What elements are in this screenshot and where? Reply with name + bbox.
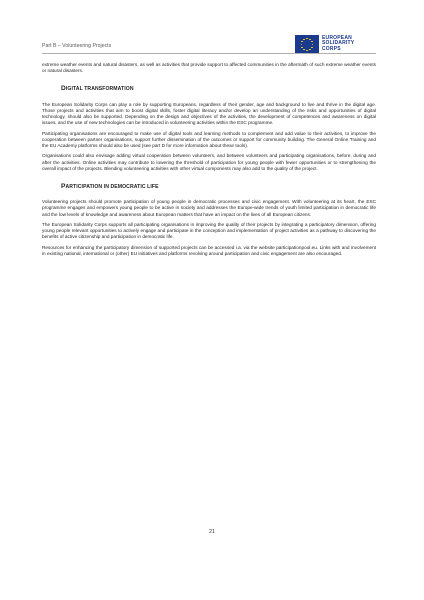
intro-paragraph: extreme weather events and natural disasters, as well as activities that provide support to affected communities in the aftermath of such extreme weather events or natural disasters. xyxy=(42,62,376,74)
democratic-paragraph-3: Resources for enhancing the participatory dimension of supported projects can be accessed i.a. via the website participationpool.eu. Links with and involvement in existing national, international or (other) EU initiatives and platforms revolving around participation and civic engagement are also encouraged. xyxy=(42,244,376,257)
heading-rest: IGITAL TRANSFORMATION xyxy=(65,86,134,93)
heading-initial: P xyxy=(61,183,66,191)
logo-text xyxy=(322,36,354,53)
digital-paragraph-3: Organisations could also envisage adding virtual cooperation between volunteers, and between volunteers and participating organisations, before, during and after the activities. Online activities may contribute to lowering the threshold of participation for young people with fewer opportunities or to strengthening the overall impact of the projects. Blending volunteering activities with other virtual components may also add to the quality of the project. xyxy=(42,153,376,171)
digital-paragraph-1: The European Solidarity Corps can play a role by supporting Europeans, regardless of their gender, age and background to live and thrive in the digital age. Those projects and activities that aim to boost digital skills, foster digital literacy and/or develop an understanding of the risks and opportunities of digital technology, should also be supported. Depending on the design and objectives of the activities, the development of competences and awareness on digital issues, and the use of new technologies can be introduced in volunteering activities within the ESC programme. xyxy=(42,101,376,126)
page-body xyxy=(42,62,376,261)
logo-line-1: EUROPEAN xyxy=(322,34,352,41)
heading-rest: ARTICIPATION IN DEMOCRATIC LIFE xyxy=(65,184,159,191)
logo-line-2: SOLIDARITY xyxy=(322,40,355,47)
page-number: 21 xyxy=(209,529,215,535)
democratic-paragraph-2: The European Solidarity Corps supports all participating organisations in improving the quality of their projects by integrating a participatory dimension, offering young people relevant opportunities to actively engage and participate in the conception and implementation of project activities as a pathway to discovering the benefits of active citizenship and participation in democratic life. xyxy=(42,222,376,240)
eu-flag-icon xyxy=(295,35,319,53)
digital-transformation-heading xyxy=(61,86,376,92)
heading-initial: D xyxy=(61,85,66,93)
democratic-participation-heading xyxy=(61,184,376,190)
digital-paragraph-2: Participating organisations are encouraged to make use of digital tools and learning methods to complement and add value to their activities, to improve the cooperation between partner organisations, support further dissemination of the outcomes or support for community building. The General Online Training and the EU Academy platforms should also be used (see part D for more information about these tools). xyxy=(42,130,376,149)
democratic-paragraph-1: Volunteering projects should promote participation of young people in democratic processes and civic engagement. With volunteering at its heart, the ESC programme engages and empowers young people to be active in society and addresses the Europe-wide trends of youth limited participation in democratic life and the low levels of knowledge and awareness about European matters that have an impact on the lives of all European citizens. xyxy=(42,199,376,217)
european-solidarity-corps-logo xyxy=(295,33,377,55)
header-section-title: Part B – Volunteering Projects xyxy=(42,43,112,49)
header-divider xyxy=(42,53,376,54)
logo-line-3: CORPS xyxy=(322,45,341,52)
